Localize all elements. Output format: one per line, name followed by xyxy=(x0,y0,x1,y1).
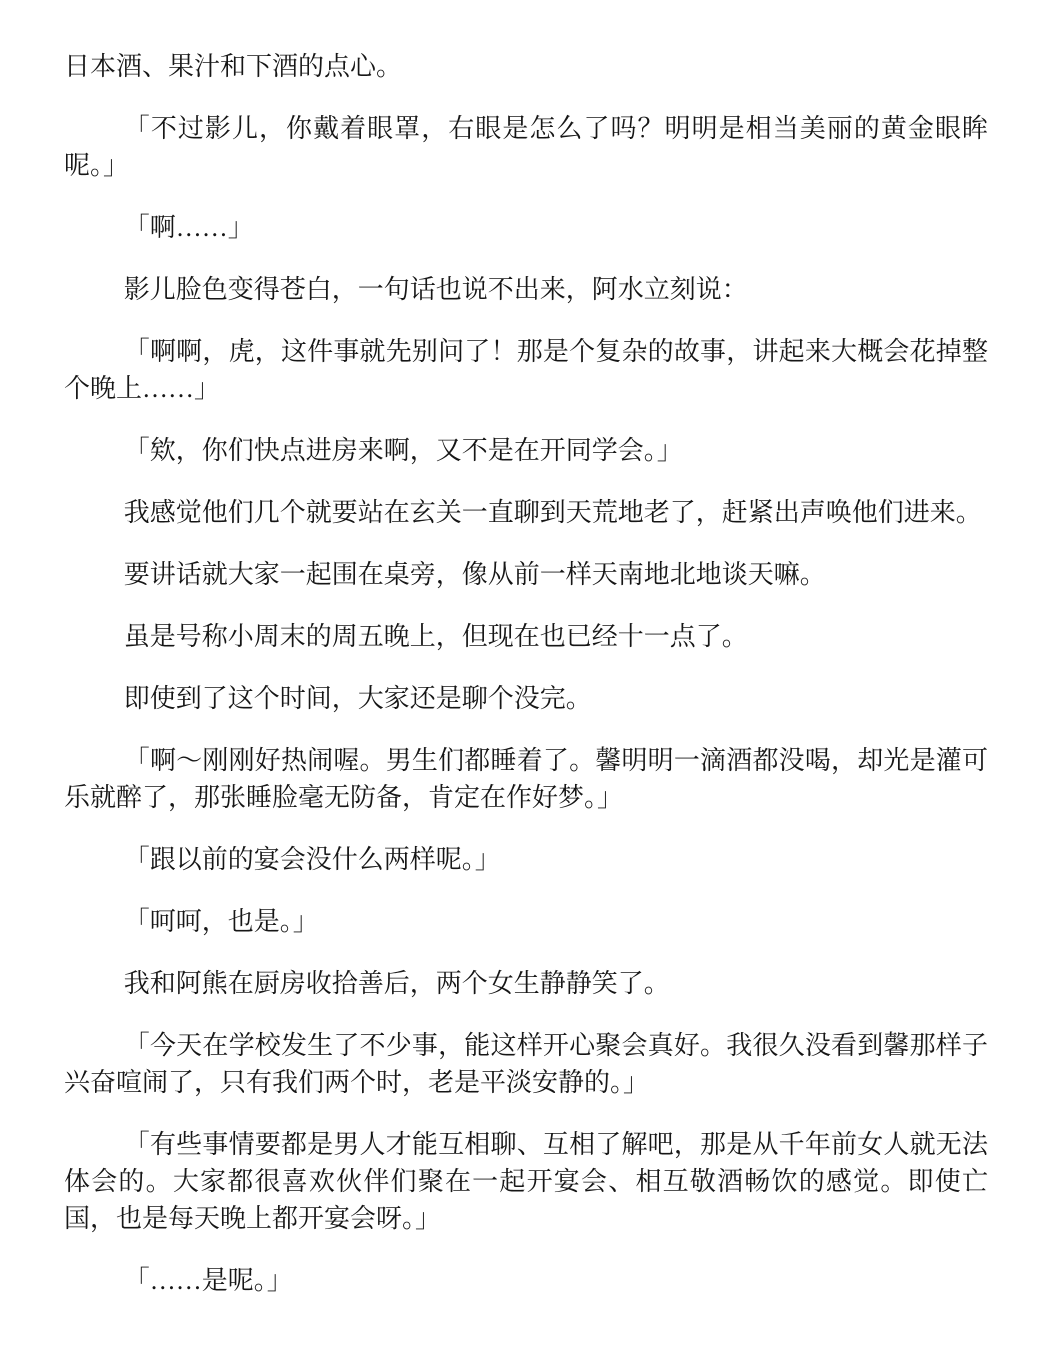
paragraph: 影儿脸色变得苍白，一句话也说不出来，阿水立刻说： xyxy=(123,275,748,304)
paragraph: 「呵呵，也是。」 xyxy=(123,907,319,936)
paragraph: 我和阿熊在厨房收拾善后，两个女生静静笑了。 xyxy=(123,969,670,998)
page-content xyxy=(64,48,988,1299)
paragraph: 「……是呢。」 xyxy=(123,1266,293,1295)
paragraph: 「啊……」 xyxy=(123,213,254,242)
paragraph: 「啊～刚刚好热闹喔。男生们都睡着了。馨明明一滴酒都没喝，却光是灌可乐就醉了，那张睡脸毫无防备，肯定在作好梦。」 xyxy=(64,746,988,812)
paragraph: 我感觉他们几个就要站在玄关一直聊到天荒地老了，赶紧出声唤他们进来。 xyxy=(123,498,982,527)
paragraph: 「啊啊，虎，这件事就先别问了！那是个复杂的故事，讲起来大概会花掉整个晚上……」 xyxy=(64,337,988,403)
paragraph: 「今天在学校发生了不少事，能这样开心聚会真好。我很久没看到馨那样子兴奋喧闹了，只有我们两个时，老是平淡安静的。」 xyxy=(64,1031,988,1097)
paragraph: 「欸，你们快点进房来啊，又不是在开同学会。」 xyxy=(123,436,683,465)
paragraph: 「不过影儿，你戴着眼罩，右眼是怎么了吗？明明是相当美丽的黄金眼眸呢。」 xyxy=(64,114,988,180)
paragraph: 虽是号称小周末的周五晚上，但现在也已经十一点了。 xyxy=(123,622,748,651)
paragraph: 「跟以前的宴会没什么两样呢。」 xyxy=(123,845,501,874)
paragraph: 即使到了这个时间，大家还是聊个没完。 xyxy=(123,684,592,713)
paragraph: 「有些事情要都是男人才能互相聊、互相了解吧，那是从千年前女人就无法体会的。大家都很喜欢伙伴们聚在一起开宴会、相互敬酒畅饮的感觉。即使亡国，也是每天晚上都开宴会呀。」 xyxy=(64,1130,988,1233)
paragraph: 日本酒、果汁和下酒的点心。 xyxy=(64,52,403,81)
paragraph: 要讲话就大家一起围在桌旁，像从前一样天南地北地谈天嘛。 xyxy=(123,560,826,589)
